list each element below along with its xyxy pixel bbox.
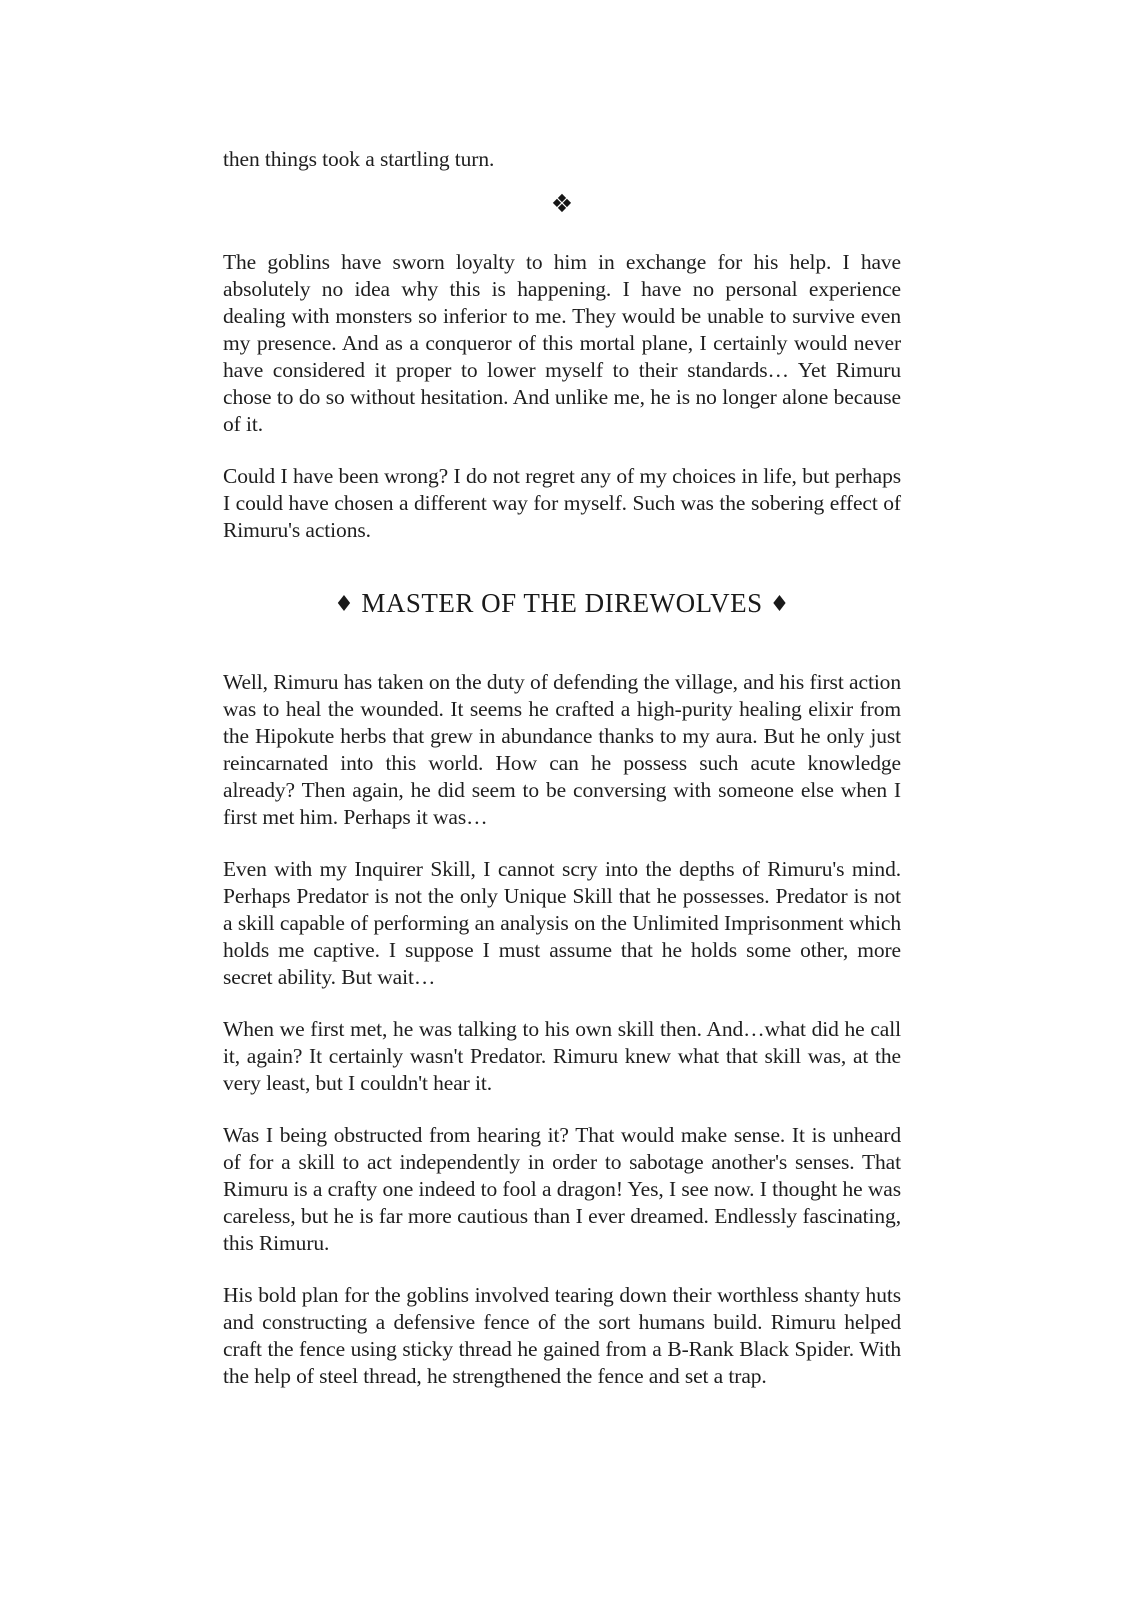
diamond-icon: ♦ xyxy=(769,592,790,617)
section-heading-text: MASTER OF THE DIREWOLVES xyxy=(361,588,763,618)
section-heading xyxy=(223,586,901,622)
scene-break-ornament-icon: ❖ xyxy=(550,189,574,218)
paragraph-continuation: then things took a startling turn. xyxy=(223,147,495,171)
paragraph: Was I being obstructed from hearing it? That would make sense. It is unheard of for a skill to act independently in order to sabotage another's senses. That Rimuru is a crafty one indeed to fool a dragon! Yes, I see now. I thought he was careless, but he is far more cautious than I ever dreamed. Endlessly fascinating, this Rimuru. xyxy=(223,1123,901,1255)
paragraph: Well, Rimuru has taken on the duty of defending the village, and his first action was to heal the wounded. It seems he crafted a high-purity healing elixir from the Hipokute herbs that grew in abundance thanks to my aura. But he only just reincarnated into this world. How can he possess such acute knowledge already? Then again, he did seem to be conversing with someone else when I first met him. Perhaps it was… xyxy=(223,670,901,829)
diamond-icon: ♦ xyxy=(334,592,355,617)
paragraph: His bold plan for the goblins involved tearing down their worthless shanty huts and constructing a defensive fence of the sort humans build. Rimuru helped craft the fence using sticky thread he gained from a B-Rank Black Spider. With the help of steel thread, he strengthened the fence and set a trap. xyxy=(223,1283,901,1388)
paragraph: The goblins have sworn loyalty to him in exchange for his help. I have absolutely no idea why this is happening. I have no personal experience dealing with monsters so inferior to me. They would be unable to survive even my presence. And as a conqueror of this mortal plane, I certainly would never have considered it proper to lower myself to their standards… Yet Rimuru chose to do so without hesitation. And unlike me, he is no longer alone because of it. xyxy=(223,250,901,436)
paragraph: Could I have been wrong? I do not regret any of my choices in life, but perhaps I could have chosen a different way for myself. Such was the sobering effect of Rimuru's actions. xyxy=(223,464,901,542)
text-column xyxy=(223,0,901,1390)
paragraph: When we first met, he was talking to his own skill then. And…what did he call it, again? It certainly wasn't Predator. Rimuru knew what that skill was, at the very least, but I couldn't hear it. xyxy=(223,1017,901,1095)
paragraph: Even with my Inquirer Skill, I cannot scry into the depths of Rimuru's mind. Perhaps Predator is not the only Unique Skill that he possesses. Predator is not a skill capable of performing an analysis on the Unlimited Imprisonment which holds me captive. I suppose I must assume that he holds some other, more secret ability. But wait… xyxy=(223,857,901,989)
